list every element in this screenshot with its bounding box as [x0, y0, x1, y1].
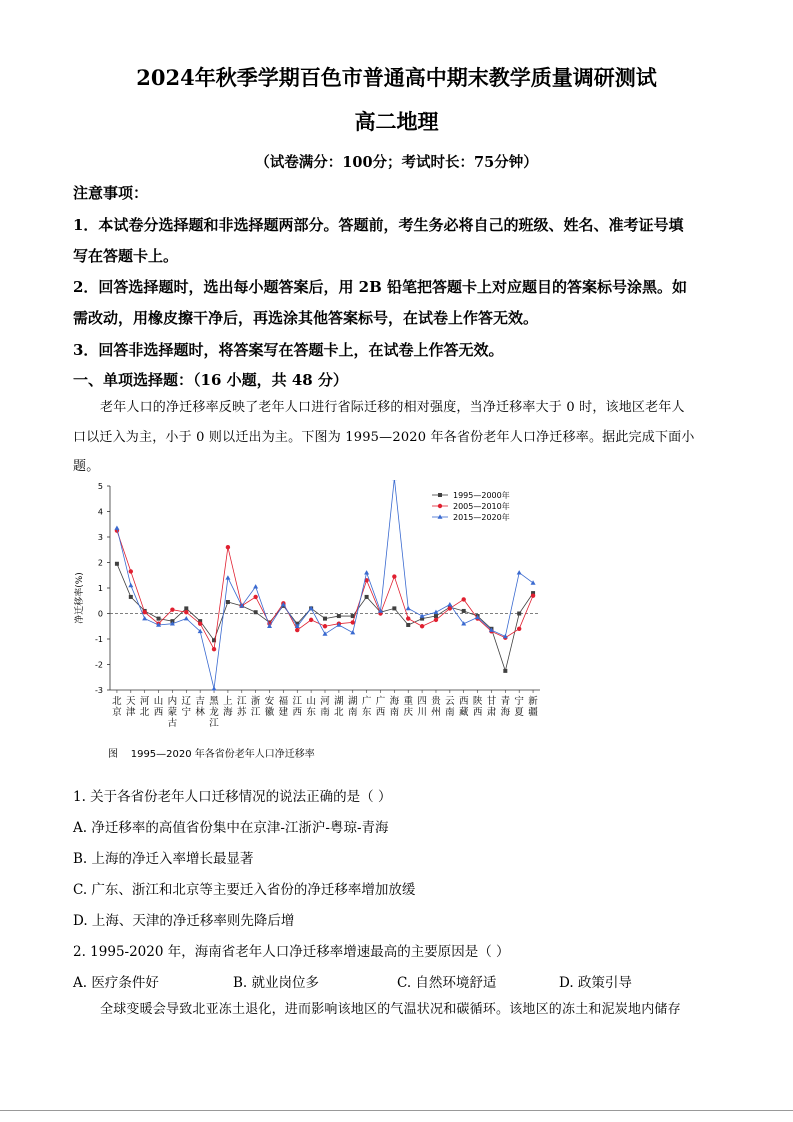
notice-item-1-line2: 写在答题卡上。 [73, 247, 179, 265]
data-point [462, 609, 466, 613]
x-tick-label: 重庆 [403, 696, 413, 718]
x-tick-label: 广东 [361, 696, 372, 718]
data-point [392, 606, 396, 610]
x-tick-label: 宁夏 [514, 696, 524, 718]
data-point [184, 610, 188, 614]
data-point [433, 610, 438, 614]
x-tick-label: 河北 [139, 696, 150, 718]
data-point [225, 575, 230, 579]
data-point [253, 595, 257, 599]
data-point [503, 669, 507, 673]
legend-marker [438, 504, 442, 508]
x-tick-label: 江苏 [237, 696, 247, 718]
data-point [128, 583, 133, 587]
data-point [406, 606, 411, 610]
data-point [142, 616, 147, 620]
x-tick-label: 四川 [417, 696, 427, 718]
data-point [212, 647, 216, 651]
x-tick-label: 内蒙古 [167, 696, 178, 729]
data-point [434, 614, 438, 618]
data-point [226, 600, 230, 604]
x-tick-label: 湖北 [334, 696, 344, 718]
chart-series [114, 480, 535, 691]
data-point [184, 616, 189, 620]
question-1-option-b: B. 上海的净迁入率增长最显著 [73, 851, 254, 867]
legend-marker [438, 514, 443, 518]
data-point [350, 630, 355, 634]
question-2-option-c: C. 自然环境舒适 [397, 975, 497, 991]
question-1-option-d: D. 上海、天津的净迁移率则先降后增 [73, 913, 295, 929]
question-2-stem: 2. 1995-2020 年，海南省老年人口净迁移率增速最高的主要原因是（ ） [73, 944, 510, 960]
question-2-option-d: D. 政策引导 [559, 975, 632, 991]
x-tick-label: 浙江 [250, 696, 261, 718]
x-tick-label: 贵州 [431, 696, 441, 718]
page-subtitle: 高二地理 [354, 109, 439, 134]
y-tick-label: 1 [97, 584, 103, 593]
intro-line-2: 口以迁入为主，小于 0 则以迁出为主。下图为 1995—2020 年各省份老年人口净迁移率。据此完成下面小 [73, 430, 695, 445]
intro-line-3: 题。 [73, 459, 100, 474]
y-tick-label: -1 [95, 635, 103, 644]
notice-item-2-line1: 2．回答选择题时，选出每小题答案后，用 2B 铅笔把答题卡上对应题目的答案标号涂黑。如 [73, 278, 688, 296]
y-tick-label: -2 [95, 660, 103, 670]
notice-item-3: 3．回答非选择题时，将答案写在答题卡上，在试卷上作答无效。 [73, 341, 504, 359]
question-2-option-b: B. 就业岗位多 [233, 975, 320, 991]
page-title: 2024年秋季学期百色市普通高中期末教学质量调研测试 [136, 65, 657, 90]
x-tick-label: 陕西 [472, 696, 483, 718]
figure-caption-label: 图 [108, 749, 118, 760]
data-point [392, 574, 396, 578]
legend-label: 2005—2010年 [453, 502, 510, 511]
data-point [517, 612, 521, 616]
page-bottom-rule [0, 1110, 793, 1111]
legend-label: 2015—2020年 [453, 513, 510, 522]
data-point [323, 624, 327, 628]
data-point [142, 610, 146, 614]
y-axis-label: 净迁移率(%) [75, 572, 85, 624]
question-2-option-a: A. 医疗条件好 [73, 975, 159, 991]
question-1-option-c: C. 广东、浙江和北京等主要迁入省份的净迁移率增加放缓 [73, 882, 416, 898]
data-point [212, 686, 217, 690]
notice-item-1-line1: 1．本试卷分选择题和非选择题两部分。答题前，考生务必将自己的班级、姓名、准考证号填 [73, 216, 684, 234]
data-point [447, 602, 452, 606]
data-point [115, 562, 119, 566]
x-tick-label: 北京 [112, 696, 122, 718]
x-tick-label: 吉林 [195, 696, 205, 718]
x-tick-label: 河南 [320, 696, 330, 718]
data-point [337, 614, 341, 618]
question-1-stem: 1. 关于各省份老年人口迁移情况的说法正确的是（ ） [73, 789, 392, 805]
data-point [364, 570, 369, 574]
x-tick-label: 青海 [500, 696, 511, 718]
y-tick-label: 3 [97, 533, 103, 542]
data-point [406, 623, 410, 627]
data-point [309, 618, 313, 622]
data-point [253, 584, 258, 588]
figure-caption-text: 1995—2020 年各省份老年人口净迁移率 [130, 749, 315, 760]
data-point [254, 610, 258, 614]
next-passage: 全球变暖会导致北亚冻土退化，进而影响该地区的气温状况和碳循环。该地区的冻土和泥炭地内储存 [100, 1002, 681, 1017]
question-1-option-a: A. 净迁移率的高值省份集中在京津-江浙沪-粤琼-青海 [73, 820, 389, 836]
data-point [323, 617, 327, 621]
x-tick-label: 上海 [223, 696, 233, 718]
y-tick-label: 4 [97, 507, 103, 517]
data-point [226, 545, 230, 549]
x-tick-label: 天津 [126, 696, 136, 718]
y-tick-label: 5 [97, 482, 103, 491]
x-tick-label: 湖南 [347, 696, 358, 718]
data-point [184, 606, 188, 610]
data-point [351, 620, 355, 624]
x-tick-label: 山西 [153, 696, 164, 718]
x-tick-label: 黑龙江 [209, 696, 219, 729]
data-point [420, 624, 424, 628]
x-tick-label: 江西 [292, 696, 303, 718]
data-point [129, 569, 133, 573]
data-point [531, 580, 536, 584]
x-tick-label: 福建 [278, 696, 289, 718]
data-point [517, 570, 522, 574]
data-point [157, 617, 161, 621]
data-point [323, 631, 328, 635]
x-tick-label: 山东 [306, 696, 316, 718]
data-point [114, 525, 119, 529]
notice-item-2-line2: 需改动，用橡皮擦干净后，再选涂其他答案标号，在试卷上作答无效。 [73, 309, 539, 327]
y-tick-label: 0 [97, 609, 103, 619]
x-tick-label: 西藏 [458, 696, 469, 718]
x-tick-label: 云南 [445, 696, 455, 718]
x-tick-label: 广西 [375, 696, 386, 718]
data-point [129, 595, 133, 599]
y-tick-label: 2 [97, 558, 103, 568]
x-tick-label: 海南 [389, 696, 400, 718]
x-tick-label: 新疆 [528, 696, 538, 718]
y-tick-label: -3 [95, 686, 103, 695]
legend-marker [438, 493, 442, 497]
x-tick-label: 安徽 [264, 696, 275, 718]
notice-heading: 注意事项： [73, 184, 149, 202]
x-axis-labels [112, 695, 538, 729]
section-heading: 一、单项选择题：（16 小题，共 48 分） [73, 371, 348, 389]
x-tick-label: 甘肃 [486, 696, 497, 718]
intro-line-1: 老年人口的净迁移率反映了老年人口进行省际迁移的相对强度，当净迁移率大于 0 时，该地区老年人 [100, 400, 685, 415]
data-point [365, 595, 369, 599]
data-point [295, 628, 299, 632]
data-point [462, 597, 466, 601]
data-point [531, 593, 535, 597]
migration-rate-chart [60, 480, 560, 770]
figure-caption [108, 745, 315, 760]
data-point [170, 607, 174, 611]
series-line [117, 480, 533, 689]
data-point [434, 618, 438, 622]
legend-label: 1995—2000年 [453, 491, 510, 500]
data-point [517, 627, 521, 631]
x-tick-label: 辽宁 [181, 696, 192, 718]
exam-info: （试卷满分：100分；考试时长：75分钟） [255, 154, 538, 171]
chart-legend [432, 490, 510, 522]
data-point [198, 622, 202, 626]
data-point [406, 616, 410, 620]
